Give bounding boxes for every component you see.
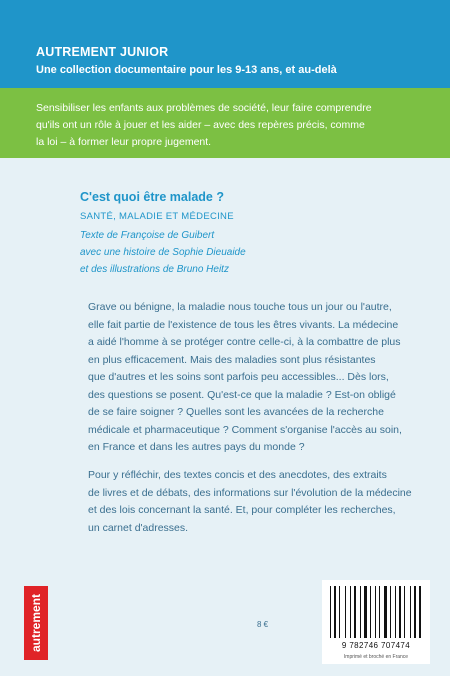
barcode-bar	[370, 586, 371, 638]
body-line: de livres et de débats, des informations sur l'évolution de la médecine	[88, 486, 412, 499]
body-line: des questions se posent. Qu'est-ce que la maladie ? Est-on obligé	[88, 388, 396, 401]
barcode-bar	[381, 586, 383, 638]
body-line: en France et dans les autres pays du monde ?	[88, 441, 305, 453]
body-line: de se faire soigner ? Quelles sont les avancées de la recherche	[88, 406, 384, 418]
barcode-bar	[350, 586, 351, 638]
barcode-bar	[354, 586, 356, 638]
collection-tagline: Une collection documentaire pour les 9-13 ans, et au-delà	[36, 64, 337, 76]
barcode-bar	[364, 586, 367, 638]
intro-band	[0, 88, 450, 158]
collection-name: AUTREMENT JUNIOR	[36, 45, 169, 59]
body-paragraph-1	[88, 299, 438, 457]
barcode-bar	[375, 586, 376, 638]
intro-line: Sensibiliser les enfants aux problèmes de société, leur faire comprendre	[36, 102, 372, 114]
body-line: en plus efficacement. Mais des maladies sont plus résistantes	[88, 353, 376, 366]
barcode-bar	[360, 586, 361, 638]
barcode-bar	[410, 586, 411, 638]
book-credits	[80, 227, 246, 278]
barcode-bar	[372, 586, 374, 638]
header-band	[0, 0, 450, 88]
barcode-bar	[352, 586, 353, 638]
barcode-bar	[399, 586, 401, 638]
body-line: a aidé l'homme à se protéger contre celle-ci, à la combattre de plus	[88, 336, 401, 348]
barcode-bar	[392, 586, 394, 638]
intro-line: qu'ils ont un rôle à jouer et les aider – avec des repères précis, comme	[36, 119, 365, 131]
barcode-bar	[395, 586, 396, 638]
book-subtitle: SANTÉ, MALADIE ET MÉDECINE	[80, 211, 234, 222]
barcode-bar	[337, 586, 338, 638]
barcode-bars	[330, 586, 422, 638]
printed-in-label: Imprimé et broché en France	[343, 654, 409, 660]
barcode-bar	[357, 586, 359, 638]
barcode-bar	[388, 586, 389, 638]
publisher-logo-text: autrement	[29, 593, 43, 653]
body-line: Grave ou bénigne, la maladie nous touche tous un jour ou l'autre,	[88, 301, 392, 313]
credit-line: Texte de Françoise de Guibert	[80, 230, 215, 241]
barcode-bar	[390, 586, 391, 638]
barcode-bar	[406, 586, 409, 638]
credit-line: avec une histoire de Sophie Dieuaide	[80, 247, 246, 258]
intro-text	[36, 100, 426, 151]
barcode-bar	[379, 586, 380, 638]
barcode-bar	[419, 586, 421, 638]
barcode-bar	[341, 586, 344, 638]
body-paragraph-2	[88, 467, 438, 537]
barcode-bar	[345, 586, 346, 638]
barcode-bar	[330, 586, 331, 638]
barcode-bar	[417, 586, 418, 638]
barcode-bar	[332, 586, 333, 638]
barcode-bar	[384, 586, 387, 638]
body-line: médicale et pharmaceutique ? Comment s'organise l'accès au soin,	[88, 423, 402, 436]
barcode-bar	[412, 586, 413, 638]
body-line: elle fait partie de l'existence de tous les êtres vivants. La médecine	[88, 318, 399, 331]
barcode-bar	[377, 586, 378, 638]
credit-line: et des illustrations de Bruno Heitz	[80, 264, 229, 275]
barcode-bar	[362, 586, 363, 638]
isbn-number: 9 782746 707474	[341, 641, 411, 650]
body-line: Pour y réfléchir, des textes concis et des anecdotes, des extraits	[88, 469, 387, 481]
barcode-bar	[402, 586, 403, 638]
body-line: que d'autres et les soins sont parfois peu accessibles... Dès lors,	[88, 371, 389, 383]
barcode	[322, 580, 430, 664]
barcode-bar	[404, 586, 405, 638]
intro-line: la loi – à former leur propre jugement.	[36, 136, 212, 148]
book-title: C'est quoi être malade ?	[80, 190, 224, 204]
body-line: et des lois concernant la santé. Et, pour compléter les recherches,	[88, 504, 396, 516]
publisher-logo	[24, 586, 48, 660]
body-line: un carnet d'adresses.	[88, 521, 189, 534]
price-label: 8 €	[257, 620, 269, 629]
barcode-bar	[347, 586, 349, 638]
barcode-bar	[339, 586, 340, 638]
barcode-bar	[397, 586, 398, 638]
barcode-bar	[334, 586, 336, 638]
barcode-bar	[368, 586, 369, 638]
barcode-bar	[414, 586, 416, 638]
